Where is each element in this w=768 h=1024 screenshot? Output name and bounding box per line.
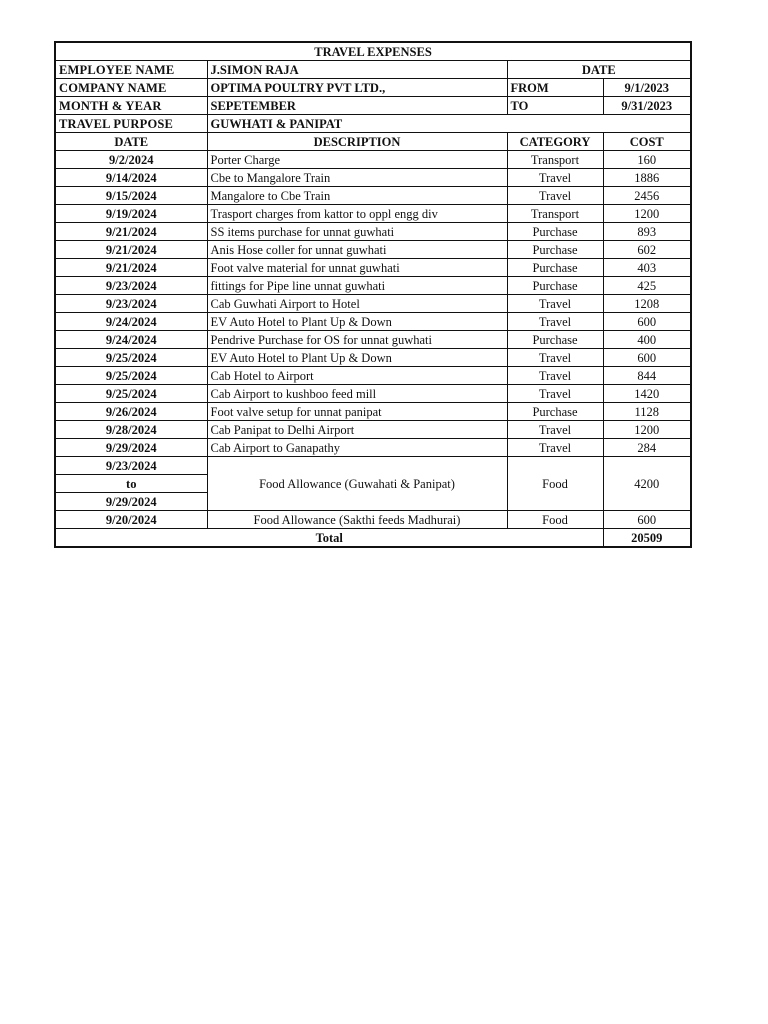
row-date: 9/25/2024 <box>55 385 207 403</box>
row-cost: 1420 <box>603 385 691 403</box>
food-date-from: 9/23/2024 <box>55 457 207 475</box>
row-description: Cab Airport to Ganapathy <box>207 439 507 457</box>
row-description: EV Auto Hotel to Plant Up & Down <box>207 349 507 367</box>
row-category: Travel <box>507 385 603 403</box>
row-cost: 893 <box>603 223 691 241</box>
row-date: 9/26/2024 <box>55 403 207 421</box>
column-header-category: CATEGORY <box>507 133 603 151</box>
row-cost: 1200 <box>603 205 691 223</box>
row-category: Travel <box>507 349 603 367</box>
food-date-to: 9/29/2024 <box>55 493 207 511</box>
row-date: 9/25/2024 <box>55 367 207 385</box>
row-date: 9/23/2024 <box>55 277 207 295</box>
travel-expenses-table <box>54 41 692 548</box>
date-label: DATE <box>507 61 691 79</box>
row-date: 9/15/2024 <box>55 187 207 205</box>
food-allowance-row <box>55 457 691 475</box>
row-date: 9/25/2024 <box>55 349 207 367</box>
table-row <box>55 277 691 295</box>
row-category: Travel <box>507 187 603 205</box>
company-name-label: COMPANY NAME <box>55 79 207 97</box>
table-row <box>55 205 691 223</box>
travel-purpose-label: TRAVEL PURPOSE <box>55 115 207 133</box>
from-label: FROM <box>507 79 603 97</box>
food-allowance-row-2 <box>55 511 691 529</box>
row-description: Cab Panipat to Delhi Airport <box>207 421 507 439</box>
row-category: Travel <box>507 169 603 187</box>
row-cost: 2456 <box>603 187 691 205</box>
food2-cost: 600 <box>603 511 691 529</box>
food-date-to-word: to <box>55 475 207 493</box>
table-row <box>55 367 691 385</box>
column-header-description: DESCRIPTION <box>207 133 507 151</box>
row-description: EV Auto Hotel to Plant Up & Down <box>207 313 507 331</box>
row-description: Trasport charges from kattor to oppl engg div <box>207 205 507 223</box>
row-date: 9/19/2024 <box>55 205 207 223</box>
food2-date: 9/20/2024 <box>55 511 207 529</box>
column-header-date: DATE <box>55 133 207 151</box>
row-description: Cbe to Mangalore Train <box>207 169 507 187</box>
employee-name-value: J.SIMON RAJA <box>207 61 507 79</box>
table-row <box>55 313 691 331</box>
row-description: Mangalore to Cbe Train <box>207 187 507 205</box>
row-category: Purchase <box>507 277 603 295</box>
food-description: Food Allowance (Guwahati & Panipat) <box>207 457 507 511</box>
row-cost: 602 <box>603 241 691 259</box>
table-row <box>55 385 691 403</box>
row-date: 9/21/2024 <box>55 241 207 259</box>
row-cost: 425 <box>603 277 691 295</box>
row-cost: 400 <box>603 331 691 349</box>
travel-purpose-value: GUWHATI & PANIPAT <box>207 115 691 133</box>
row-category: Travel <box>507 421 603 439</box>
row-category: Transport <box>507 151 603 169</box>
row-date: 9/29/2024 <box>55 439 207 457</box>
table-row <box>55 169 691 187</box>
month-year-label: MONTH & YEAR <box>55 97 207 115</box>
row-description: Foot valve setup for unnat panipat <box>207 403 507 421</box>
row-cost: 1886 <box>603 169 691 187</box>
row-cost: 1128 <box>603 403 691 421</box>
food-cost: 4200 <box>603 457 691 511</box>
row-cost: 600 <box>603 313 691 331</box>
employee-name-label: EMPLOYEE NAME <box>55 61 207 79</box>
table-row <box>55 295 691 313</box>
column-header-row <box>55 133 691 151</box>
row-category: Transport <box>507 205 603 223</box>
row-category: Travel <box>507 367 603 385</box>
row-category: Purchase <box>507 331 603 349</box>
row-date: 9/21/2024 <box>55 259 207 277</box>
expense-rows <box>55 151 691 457</box>
to-date-value: 9/31/2023 <box>603 97 691 115</box>
row-date: 9/28/2024 <box>55 421 207 439</box>
row-description: Porter Charge <box>207 151 507 169</box>
row-cost: 284 <box>603 439 691 457</box>
food-category: Food <box>507 457 603 511</box>
row-cost: 160 <box>603 151 691 169</box>
row-category: Purchase <box>507 259 603 277</box>
company-name-value: OPTIMA POULTRY PVT LTD., <box>207 79 507 97</box>
table-row <box>55 331 691 349</box>
total-row <box>55 529 691 548</box>
row-date: 9/14/2024 <box>55 169 207 187</box>
to-label: TO <box>507 97 603 115</box>
row-description: fittings for Pipe line unnat guwhati <box>207 277 507 295</box>
table-row <box>55 223 691 241</box>
row-description: Pendrive Purchase for OS for unnat guwhati <box>207 331 507 349</box>
table-row <box>55 439 691 457</box>
row-date: 9/2/2024 <box>55 151 207 169</box>
row-description: Cab Hotel to Airport <box>207 367 507 385</box>
row-category: Travel <box>507 295 603 313</box>
row-date: 9/21/2024 <box>55 223 207 241</box>
row-cost: 403 <box>603 259 691 277</box>
row-category: Travel <box>507 313 603 331</box>
total-label: Total <box>55 529 603 548</box>
row-description: Cab Airport to kushboo feed mill <box>207 385 507 403</box>
row-cost: 1208 <box>603 295 691 313</box>
column-header-cost: COST <box>603 133 691 151</box>
row-category: Travel <box>507 439 603 457</box>
table-row <box>55 151 691 169</box>
row-description: Anis Hose coller for unnat guwhati <box>207 241 507 259</box>
sheet-title: TRAVEL EXPENSES <box>55 42 691 61</box>
food2-category: Food <box>507 511 603 529</box>
table-row <box>55 421 691 439</box>
row-description: SS items purchase for unnat guwhati <box>207 223 507 241</box>
table-row <box>55 241 691 259</box>
row-category: Purchase <box>507 241 603 259</box>
from-date-value: 9/1/2023 <box>603 79 691 97</box>
row-date: 9/24/2024 <box>55 331 207 349</box>
row-category: Purchase <box>507 403 603 421</box>
row-category: Purchase <box>507 223 603 241</box>
row-cost: 844 <box>603 367 691 385</box>
row-cost: 1200 <box>603 421 691 439</box>
table-row <box>55 349 691 367</box>
row-date: 9/24/2024 <box>55 313 207 331</box>
total-value: 20509 <box>603 529 691 548</box>
table-row <box>55 403 691 421</box>
table-row <box>55 259 691 277</box>
month-year-value: SEPETEMBER <box>207 97 507 115</box>
row-description: Cab Guwhati Airport to Hotel <box>207 295 507 313</box>
row-description: Foot valve material for unnat guwhati <box>207 259 507 277</box>
table-row <box>55 187 691 205</box>
food2-description: Food Allowance (Sakthi feeds Madhurai) <box>207 511 507 529</box>
row-date: 9/23/2024 <box>55 295 207 313</box>
row-cost: 600 <box>603 349 691 367</box>
